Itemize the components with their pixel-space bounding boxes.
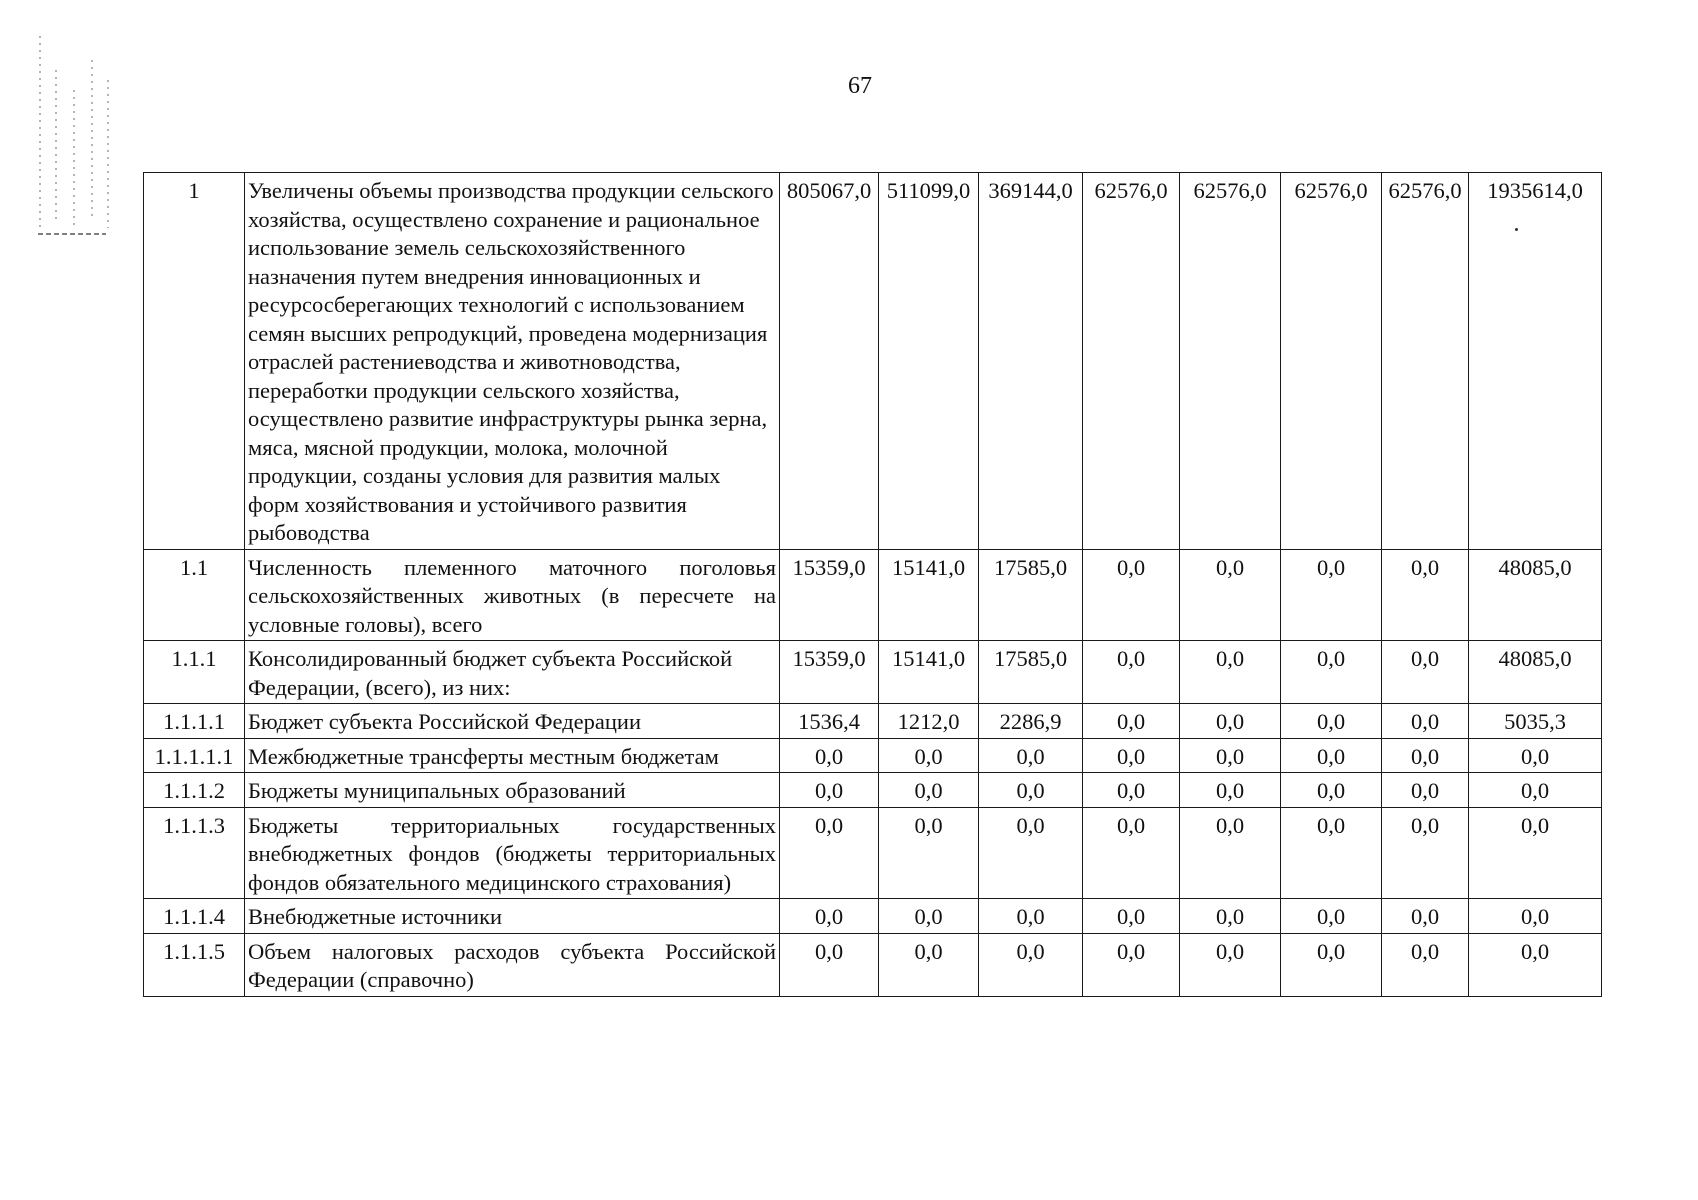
row-description-cell: Объем налоговых расходов субъекта Российской Федерации (справочно) [245, 933, 780, 996]
row-value-cell: 0,0 [979, 773, 1083, 808]
row-description-cell: Внебюджетные источники [245, 899, 780, 934]
row-value-cell: 0,0 [1083, 641, 1180, 704]
row-total-cell: 0,0 [1469, 807, 1602, 899]
row-value-cell: 0,0 [879, 899, 979, 934]
row-value-cell: 62576,0 [1083, 173, 1180, 550]
row-value-cell: 0,0 [780, 773, 879, 808]
table-row [144, 549, 1602, 641]
row-value-cell: 0,0 [780, 933, 879, 996]
row-value-cell: 369144,0 [979, 173, 1083, 550]
row-total-cell: 48085,0 [1469, 641, 1602, 704]
row-description-cell: Консолидированный бюджет субъекта Российской Федерации, (всего), из них: [245, 641, 780, 704]
table-row [144, 173, 1602, 550]
row-description-cell: Бюджеты территориальных государственных внебюджетных фондов (бюджеты территориальных фондов обязательного медицинского страхования) [245, 807, 780, 899]
row-code-cell: 1.1.1.3 [144, 807, 245, 899]
row-value-cell: 0,0 [1382, 549, 1469, 641]
row-value-cell: 0,0 [1083, 549, 1180, 641]
row-value-cell: 0,0 [1180, 641, 1281, 704]
row-value-cell: 0,0 [1083, 933, 1180, 996]
row-value-cell: 0,0 [1083, 738, 1180, 773]
row-value-cell: 17585,0 [979, 641, 1083, 704]
row-value-cell: 62576,0 [1382, 173, 1469, 550]
row-description-cell: Увеличены объемы производства продукции сельского хозяйства, осуществлено сохранение и рациональное использование земель сельскохозяйственного назначения путем внедрения инновационных и ресурсосберегающих технологий с использованием семян высших репродукций, проведена модернизация отраслей растениеводства и животноводства, переработки продукции сельского хозяйства, осуществлено развитие инфраструктуры рынка зерна, мяса, мясной продукции, молока, молочной продукции, созданы условия для развития малых форм хозяйствования и устойчивого развития рыбоводства [245, 173, 780, 550]
table-row [144, 773, 1602, 808]
indicators-table [143, 172, 1602, 997]
row-value-cell: 0,0 [1281, 641, 1382, 704]
row-value-cell: 0,0 [1180, 704, 1281, 739]
row-value-cell: 0,0 [1281, 773, 1382, 808]
row-value-cell: 0,0 [1382, 899, 1469, 934]
row-value-cell: 0,0 [1180, 933, 1281, 996]
page-number: 67 [848, 73, 872, 99]
row-value-cell: 0,0 [1180, 549, 1281, 641]
row-value-cell: 0,0 [780, 738, 879, 773]
row-value-cell: 0,0 [979, 807, 1083, 899]
row-value-cell: 0,0 [1083, 704, 1180, 739]
row-value-cell: 2286,9 [979, 704, 1083, 739]
table-row [144, 899, 1602, 934]
row-value-cell: 0,0 [879, 773, 979, 808]
row-value-cell: 15359,0 [780, 549, 879, 641]
row-code-cell: 1.1.1.5 [144, 933, 245, 996]
table-body [144, 173, 1602, 997]
row-value-cell: 0,0 [879, 933, 979, 996]
row-value-cell: 511099,0 [879, 173, 979, 550]
table-row [144, 704, 1602, 739]
table-row [144, 641, 1602, 704]
row-value-cell: 62576,0 [1180, 173, 1281, 550]
row-value-cell: 0,0 [780, 899, 879, 934]
row-value-cell: 0,0 [1382, 807, 1469, 899]
row-value-cell: 0,0 [879, 807, 979, 899]
row-value-cell: 1536,4 [780, 704, 879, 739]
table-row [144, 807, 1602, 899]
row-code-cell: 1.1.1.1.1 [144, 738, 245, 773]
row-code-cell: 1.1.1.4 [144, 899, 245, 934]
row-value-cell: 0,0 [1083, 773, 1180, 808]
row-value-cell: 0,0 [780, 807, 879, 899]
row-value-cell: 805067,0 [780, 173, 879, 550]
row-value-cell: 0,0 [879, 738, 979, 773]
row-description-cell: Бюджеты муниципальных образований [245, 773, 780, 808]
row-description-cell: Бюджет субъекта Российской Федерации [245, 704, 780, 739]
row-description-cell: Численность племенного маточного поголовья сельскохозяйственных животных (в пересчете на условные головы), всего [245, 549, 780, 641]
row-value-cell: 0,0 [1180, 899, 1281, 934]
row-description-cell: Межбюджетные трансферты местным бюджетам [245, 738, 780, 773]
row-value-cell: 15141,0 [879, 641, 979, 704]
row-value-cell: 0,0 [1180, 807, 1281, 899]
row-total-cell: 0,0 [1469, 899, 1602, 934]
row-value-cell: 0,0 [1382, 738, 1469, 773]
row-value-cell: 0,0 [979, 933, 1083, 996]
row-code-cell: 1.1.1 [144, 641, 245, 704]
row-code-cell: 1.1.1.1 [144, 704, 245, 739]
row-value-cell: 0,0 [979, 899, 1083, 934]
row-code-cell: 1.1.1.2 [144, 773, 245, 808]
row-value-cell: 0,0 [1281, 899, 1382, 934]
row-value-cell: 0,0 [1382, 933, 1469, 996]
row-value-cell: 15141,0 [879, 549, 979, 641]
row-value-cell: 0,0 [1382, 641, 1469, 704]
row-value-cell: 1212,0 [879, 704, 979, 739]
table-row [144, 738, 1602, 773]
row-total-cell: 5035,3 [1469, 704, 1602, 739]
row-value-cell: 0,0 [1180, 773, 1281, 808]
row-total-cell: 0,0 [1469, 933, 1602, 996]
row-value-cell: 0,0 [1083, 899, 1180, 934]
indicators-table-container [143, 172, 1601, 997]
row-value-cell: 0,0 [1382, 704, 1469, 739]
row-value-cell: 0,0 [1281, 807, 1382, 899]
row-value-cell: 0,0 [1281, 704, 1382, 739]
row-value-cell: 0,0 [1281, 549, 1382, 641]
table-row [144, 933, 1602, 996]
row-code-cell: 1 [144, 173, 245, 550]
row-value-cell: 0,0 [1281, 738, 1382, 773]
row-value-cell: 17585,0 [979, 549, 1083, 641]
row-total-cell: 0,0 [1469, 773, 1602, 808]
row-total-cell: 1935614,0 [1469, 173, 1602, 550]
row-total-cell: 0,0 [1469, 738, 1602, 773]
row-value-cell: 15359,0 [780, 641, 879, 704]
row-value-cell: 0,0 [1180, 738, 1281, 773]
row-value-cell: 0,0 [979, 738, 1083, 773]
row-value-cell: 0,0 [1382, 773, 1469, 808]
row-total-cell: 48085,0 [1469, 549, 1602, 641]
scan-stamp-artifact [36, 30, 118, 240]
row-value-cell: 62576,0 [1281, 173, 1382, 550]
row-code-cell: 1.1 [144, 549, 245, 641]
row-value-cell: 0,0 [1083, 807, 1180, 899]
row-value-cell: 0,0 [1281, 933, 1382, 996]
